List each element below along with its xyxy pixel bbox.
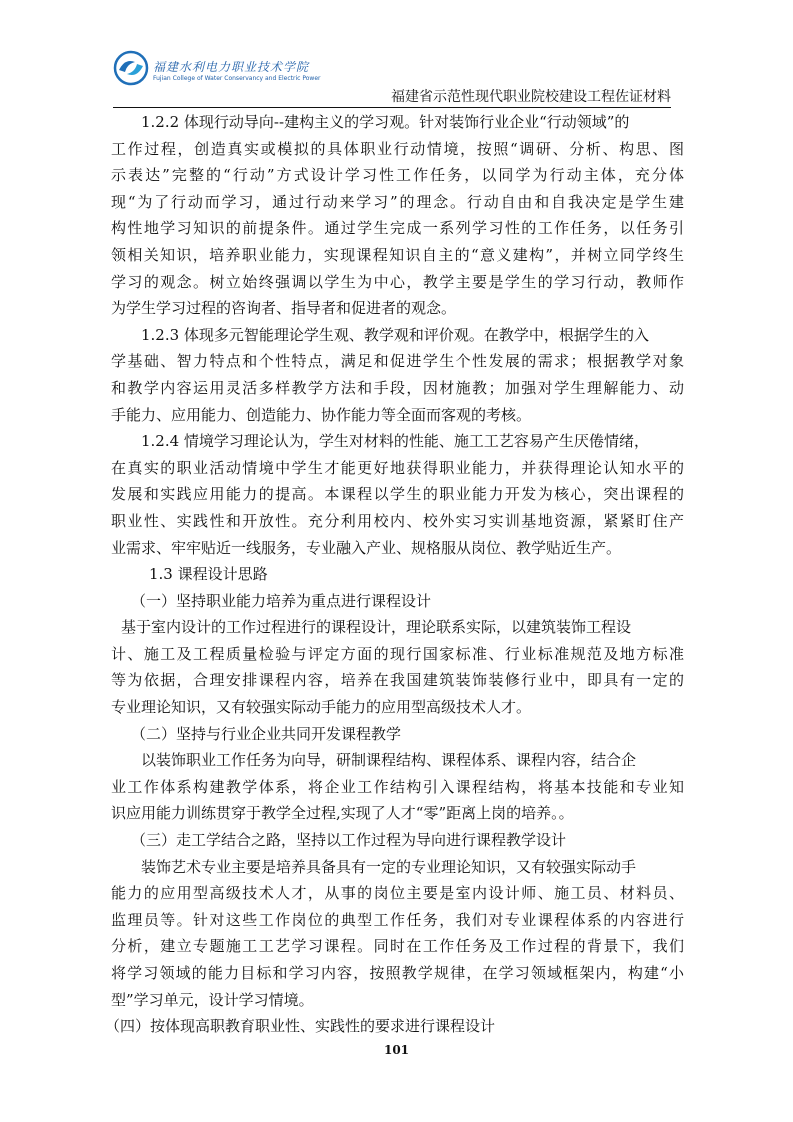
- paragraph-line: 以装饰职业工作任务为向导，研制课程结构、课程体系、课程内容，结合企: [141, 751, 637, 770]
- page-number: 101: [383, 1043, 410, 1057]
- document-header-title: 福建省示范性现代职业院校建设工程佐证材料: [391, 89, 671, 105]
- paragraph-line: 业需求、牢牢贴近一线服务，专业融入产业、规格服从岗位、教学贴近生产。: [111, 538, 622, 557]
- document-body: [105, 109, 684, 1040]
- paragraph-line: 为学生学习过程的咨询者、指导者和促进者的观念。: [111, 299, 457, 318]
- paragraph-line: 职业性、实践性和开放性。充分利用校内、校外实习实训基地资源，紧紧盯住产: [111, 511, 684, 530]
- logo-english-name: Fujian College of Water Conservancy and Electric Power: [153, 75, 321, 82]
- paragraph-line: 构性地学习知识的前提条件。通过学生完成一系列学习性的工作任务，以任务引: [111, 219, 684, 238]
- section-heading: 1.3 课程设计思路: [149, 565, 268, 584]
- header-divider: [113, 107, 671, 108]
- subsection-heading: （四）按体现高职教育职业性、实践性的要求进行课程设计: [105, 1017, 496, 1036]
- paragraph-line: 1.2.4 情境学习理论认为，学生对材料的性能、施工工艺容易产生厌倦情绪，: [141, 432, 649, 451]
- subsection-heading: （三）走工学结合之路，坚持以工作过程为导向进行课程教学设计: [131, 831, 567, 850]
- paragraph-line: 1.2.3 体现多元智能理论学生观、教学观和评价观。在教学中，根据学生的入: [141, 325, 649, 344]
- paragraph-line: 分析，建立专题施工工艺学习课程。同时在工作任务及工作过程的背景下，我们: [111, 937, 684, 956]
- paragraph-line: 工作过程，创造真实或模拟的具体职业行动情境，按照“调研、分析、构思、图: [111, 139, 684, 158]
- paragraph-line: 学基础、智力特点和个性特点，满足和促进学生个性发展的需求；根据教学对象: [111, 352, 684, 371]
- logo-chinese-name: 福建水利电力职业技术学院: [153, 60, 310, 74]
- paragraph-line: 发展和实践应用能力的提高。本课程以学生的职业能力开发为核心，突出课程的: [111, 485, 684, 504]
- paragraph-line: 现“为了行动而学习，通过行动来学习”的理念。行动自由和自我决定是学生建: [111, 192, 684, 211]
- paragraph-line: 专业理论知识，又有较强实际动手能力的应用型高级技术人才。: [111, 698, 532, 717]
- paragraph-line: 领相关知识，培养职业能力，实现课程知识自主的“意义建构”，并树立同学终生: [111, 245, 684, 264]
- paragraph-line: 能力的应用型高级技术人才，从事的岗位主要是室内设计师、施工员、材料员、: [111, 884, 684, 903]
- subsection-heading: （一）坚持职业能力培养为重点进行课程设计: [131, 591, 432, 610]
- subsection-heading: （二）坚持与行业企业共同开发课程教学: [131, 724, 402, 743]
- college-emblem-icon: [113, 50, 149, 86]
- paragraph-line: 示表达”完整的“行动”方式设计学习性工作任务，以同学为行动主体，充分体: [111, 166, 684, 185]
- paragraph-line: 业工作体系构建教学体系，将企业工作结构引入课程结构，将基本技能和专业知: [111, 777, 684, 796]
- paragraph-line: 在真实的职业活动情境中学生才能更好地获得职业能力，并获得理论认知水平的: [111, 458, 684, 477]
- paragraph-line: 等为依据，合理安排课程内容，培养在我国建筑装饰装修行业中，即具有一定的: [111, 671, 684, 690]
- paragraph-line: 学习的观念。树立始终强调以学生为中心，教学主要是学生的学习行动，教师作: [111, 272, 684, 291]
- paragraph-line: 手能力、应用能力、创造能力、协作能力等全面而客观的考核。: [111, 405, 532, 424]
- paragraph-line: 装饰艺术专业主要是培养具备具有一定的专业理论知识，又有较强实际动手: [141, 857, 637, 876]
- paragraph-line: 基于室内设计的工作过程进行的课程设计，理论联系实际，以建筑装饰工程设: [121, 618, 632, 637]
- paragraph-line: 监理员等。针对这些工作岗位的典型工作任务，我们对专业课程体系的内容进行: [111, 910, 684, 929]
- paragraph-line: 识应用能力训练贯穿于教学全过程,实现了人才“零”距离上岗的培养。。: [111, 804, 574, 823]
- college-logo: [113, 50, 321, 90]
- paragraph-line: 将学习领域的能力目标和学习内容，按照教学规律，在学习领域框架内，构建“小: [111, 964, 684, 982]
- paragraph-line: 型”学习单元，设计学习情境。: [111, 990, 314, 1009]
- paragraph-line: 1.2.2 体现行动导向--建构主义的学习观。针对装饰行业企业“行动领域”的: [141, 113, 630, 131]
- paragraph-line: 计、施工及工程质量检验与评定方面的现行国家标准、行业标准规范及地方标准: [111, 644, 684, 663]
- paragraph-line: 和教学内容运用灵活多样教学方法和手段，因材施教；加强对学生理解能力、动: [111, 378, 684, 397]
